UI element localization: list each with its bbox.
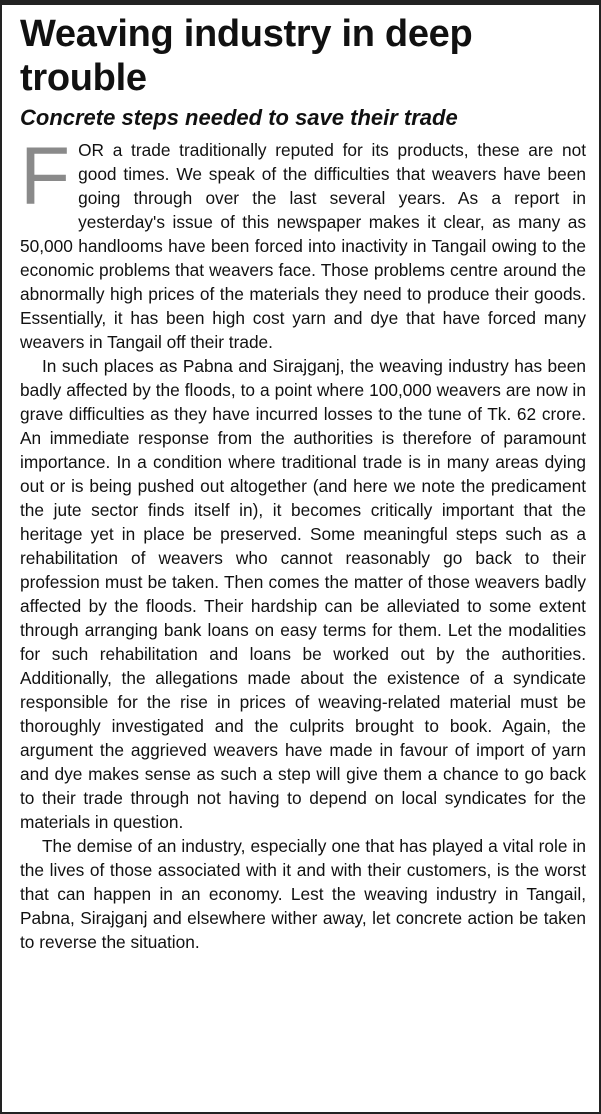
top-rule	[2, 0, 599, 5]
article-paragraph-3: The demise of an industry, especially one that has played a vital role in the lives of those associated with it and with their customers, is the worst that can happen in an economy. Lest the weaving industry in Tangail, Pabna, Sirajganj and elsewhere wither away, let concrete action be taken to reverse the situation.	[20, 836, 586, 952]
article-paragraph-1-text: OR a trade traditionally reputed for its products, these are not good times. We speak of the difficulties that weavers have been going through over the last several years. As a report in yesterday's issue of this newspaper makes it clear, as many as 50,000 handlooms have been forced into inactivity in Tangail owing to the economic problems that weavers face. Those problems centre around the abnormally high prices of the materials they need to produce their goods. Essentially, it has been high cost yarn and dye that have forced many weavers in Tangail off their trade.	[20, 140, 586, 352]
drop-cap: F	[20, 131, 71, 222]
article-paragraph-2: In such places as Pabna and Sirajganj, the weaving industry has been badly affected by the floods, to a point where 100,000 weavers are now in grave difficulties as they have incurred losses to the tune of Tk. 62 crore. An immediate response from the authorities is therefore of paramount importance. In a condition where traditional trade is in many areas dying out or is being pushed out altogether (and here we note the predicament the jute sector finds itself in), it becomes critically important that the heritage yet in place be preserved. Some meaningful steps such as a rehabilitation of weavers who cannot reasonably go back to their profession must be taken. Then comes the matter of those weavers badly affected by the floods. Their hardship can be alleviated to some extent through arranging bank loans on easy terms for them. Let the modalities for such rehabilitation and loans be worked out by the authorities. Additionally, the allegations made about the existence of a syndicate responsible for the rise in prices of weaving-related material must be thoroughly investigated and the culprits brought to book. Again, the argument the aggrieved weavers have made in favour of import of yarn and dye makes sense as such a step will give them a chance to go back to their trade through not having to depend on local syndicates for the materials in question.	[20, 356, 586, 832]
article-paragraph-1	[20, 131, 586, 354]
article-subheadline: Concrete steps needed to save their trade	[20, 105, 458, 130]
article-body	[20, 131, 586, 954]
article-headline: Weaving industry in deep trouble	[20, 13, 473, 99]
